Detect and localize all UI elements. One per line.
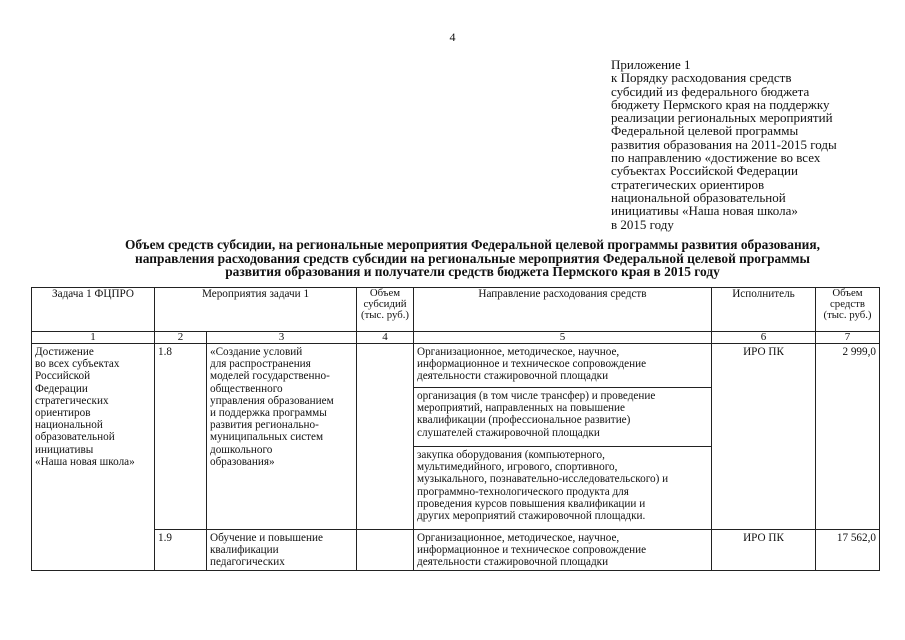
direction-line: мультимедийного, игрового, спортивного, <box>417 461 618 474</box>
appendix-line: реализации региональных мероприятий <box>611 110 833 126</box>
direction-line: организация (в том числе трансфер) и проведение <box>417 390 656 402</box>
measure-line: управления образованием <box>210 394 334 407</box>
direction-line: других мероприятий стажировочной площадки. <box>417 510 646 523</box>
column-number: 1 <box>32 332 155 344</box>
column-number: 4 <box>357 332 414 344</box>
header-funds-line: средств <box>830 298 865 310</box>
column-number: 7 <box>816 332 880 344</box>
appendix-line: бюджету Пермского края на поддержку <box>611 96 830 112</box>
measure-line: муниципальных систем <box>210 431 324 444</box>
table-row <box>32 344 880 388</box>
appendix-line: инициативы «Наша новая школа» <box>611 203 798 219</box>
header-executor: Исполнитель <box>712 288 816 332</box>
direction-line: Организационное, методическое, научное, <box>417 346 620 358</box>
header-subsidy-line: Объем <box>369 287 401 299</box>
funds-cell: 17 562,0 <box>816 530 880 571</box>
header-funds-line: (тыс. руб.) <box>823 309 872 321</box>
task-cell <box>32 344 155 571</box>
title-line: развития образования и получатели средств бюджета Пермского края в 2015 году <box>225 264 720 280</box>
measure-number: 1.8 <box>155 344 207 530</box>
header-funds-line: Объем <box>832 287 863 299</box>
direction-line: программно-технологического продукта для <box>417 485 629 498</box>
appendix-line: развития образования на 2011-2015 годы <box>611 136 837 152</box>
direction-cell <box>414 530 712 571</box>
measure-line: квалификации <box>210 544 279 557</box>
header-funds <box>816 288 880 332</box>
measure-line: для распространения <box>210 358 311 371</box>
header-measures: Мероприятия задачи 1 <box>155 288 357 332</box>
funds-cell: 2 999,0 <box>816 344 880 530</box>
header-direction: Направление расходования средств <box>414 288 712 332</box>
subsidy-cell <box>357 530 414 571</box>
direction-cell <box>414 388 712 447</box>
executor-cell: ИРО ПК <box>712 344 816 530</box>
direction-line: деятельности стажировочной площадки <box>417 556 609 569</box>
measure-line: Обучение и повышение <box>210 532 323 544</box>
task-line: Достижение <box>35 346 94 358</box>
appendix-line: Федеральной целевой программы <box>611 123 799 139</box>
header-subsidy <box>357 288 414 332</box>
appendix-line: субсидий из федерального бюджета <box>611 83 810 99</box>
task-line: стратегических <box>35 394 109 407</box>
appendix-line: субъектах Российской Федерации <box>611 163 798 179</box>
executor-cell: ИРО ПК <box>712 530 816 571</box>
table-header-row <box>32 288 880 332</box>
direction-line: квалификации (профессиональное развитие) <box>417 414 631 427</box>
appendix-line: по направлению «достижение во всех <box>611 150 821 166</box>
measure-line: развития регионально- <box>210 419 319 432</box>
direction-line: Организационное, методическое, научное, <box>417 532 620 544</box>
column-number: 6 <box>712 332 816 344</box>
column-number-row <box>32 332 880 344</box>
page-number: 4 <box>449 30 456 44</box>
table-row <box>32 530 880 571</box>
direction-line: закупка оборудования (компьютерного, <box>417 449 605 461</box>
measure-line: и поддержка программы <box>210 407 327 420</box>
direction-line: мероприятий, направленных на повышение <box>417 402 625 415</box>
direction-line: информационное и техническое сопровождение <box>417 358 647 371</box>
measure-line: «Создание условий <box>210 346 303 358</box>
task-line: ориентиров <box>35 407 91 420</box>
title-line: Объем средств субсидии, на региональные мероприятия Федеральной целевой программы развития образования, <box>125 237 820 252</box>
measure-cell <box>207 344 357 530</box>
measure-line: моделей государственно- <box>210 370 330 383</box>
measure-line: дошкольного <box>210 443 273 456</box>
measure-number: 1.9 <box>155 530 207 571</box>
appendix-line: в 2015 году <box>611 216 674 232</box>
header-subsidy-line: субсидий <box>363 298 407 310</box>
subsidy-cell <box>357 344 414 530</box>
task-line: образовательной <box>35 431 115 444</box>
document-title <box>40 238 905 279</box>
header-task: Задача 1 ФЦПРО <box>32 288 155 332</box>
task-line: Федерации <box>35 382 88 395</box>
subsidy-table <box>31 287 880 571</box>
column-number: 3 <box>207 332 357 344</box>
appendix-line: национальной образовательной <box>611 189 786 205</box>
task-line: Российской <box>35 370 91 383</box>
measure-line: общественного <box>210 382 283 395</box>
direction-cell <box>414 447 712 530</box>
appendix-line: Приложение 1 <box>611 57 691 72</box>
title-line: направления расходования средств субсидии на региональные мероприятия Федеральной целевой программы <box>135 250 810 266</box>
header-subsidy-line: (тыс. руб.) <box>360 309 410 321</box>
appendix-note <box>611 58 871 231</box>
direction-line: проведения курсов повышения квалификации и <box>417 497 646 510</box>
column-number: 2 <box>155 332 207 344</box>
direction-line: музыкального, познавательно-исследовательского) и <box>417 473 669 486</box>
measure-line: педагогических <box>210 556 285 569</box>
task-line: инициативы <box>35 443 94 456</box>
task-line: национальной <box>35 419 103 432</box>
task-line: во всех субъектах <box>35 358 120 371</box>
column-number: 5 <box>414 332 712 344</box>
appendix-line: к Порядку расходования средств <box>611 70 792 86</box>
measure-line: образования» <box>210 455 275 468</box>
measure-cell <box>207 530 357 571</box>
direction-line: слушателей стажировочной площадки <box>417 426 600 439</box>
direction-cell <box>414 344 712 388</box>
task-line: «Наша новая школа» <box>35 455 135 468</box>
appendix-line: стратегических ориентиров <box>611 176 765 192</box>
direction-line: деятельности стажировочной площадки <box>417 370 609 383</box>
direction-line: информационное и техническое сопровождение <box>417 544 647 557</box>
